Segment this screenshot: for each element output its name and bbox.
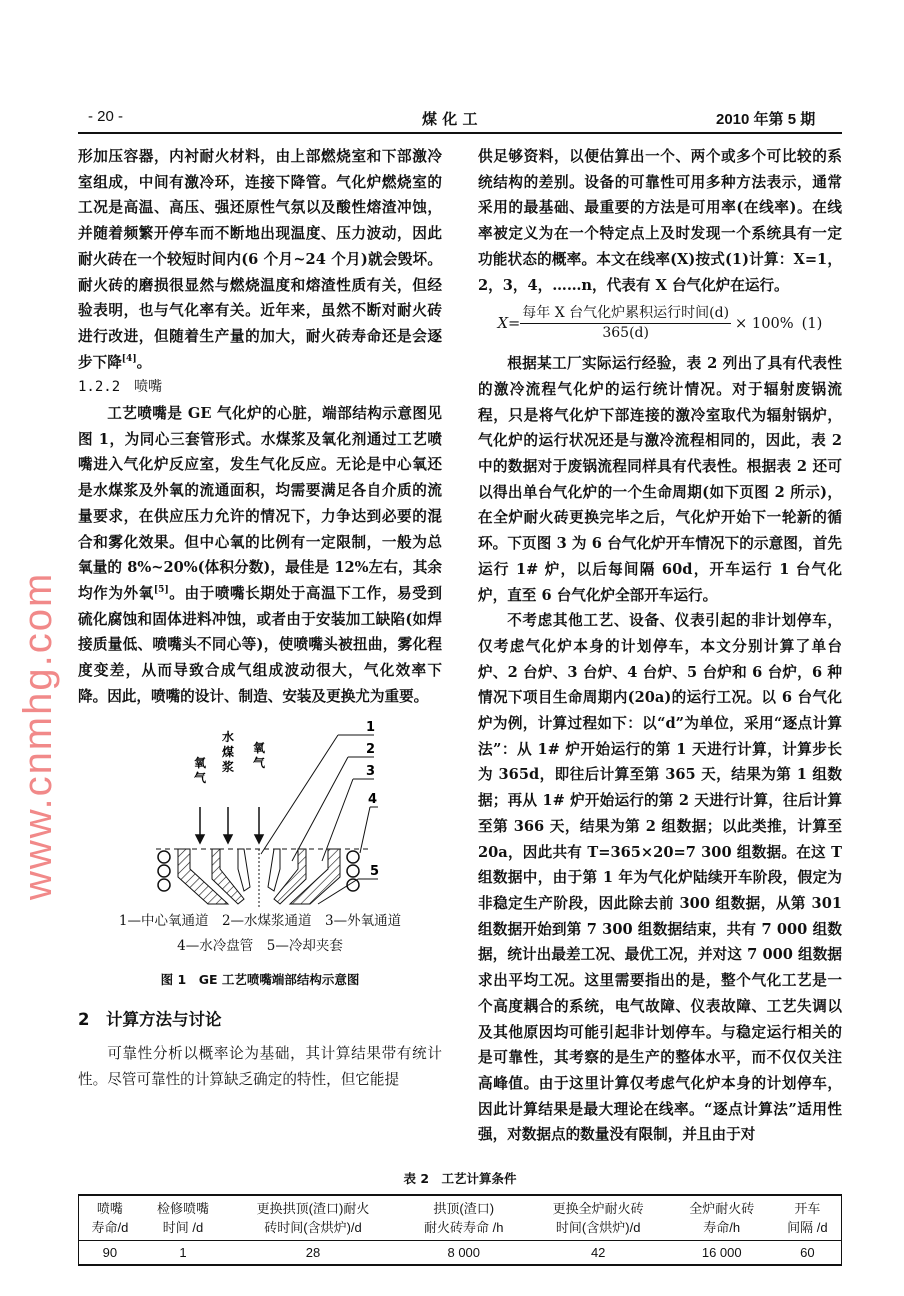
figure-legend: 1—中心氧通道 2—水煤浆通道 3—外氧通道 4—水冷盘管 5—冷却夹套 [118,913,402,955]
subsection-heading: 1.2.2 喷嘴 [78,379,163,396]
oxygen-label-right: 氧气 [253,741,266,771]
nozzle-diagram [78,719,442,909]
column-header: 检修喷嘴 时间 /d [141,1195,225,1241]
oxygen-label-left: 氧气 [194,756,207,786]
right-column [478,144,842,1148]
left-column [78,144,442,1092]
formula-numerator: 每年 X 台气化炉累积运行时间(d) [520,304,731,324]
paragraph: 不考虑其他工艺、设备、仪表引起的非计划停车，仅考虑气化炉本身的计划停车，本文分别计算了单台炉、2 台炉、3 台炉、4 台炉、5 台炉和 6 台炉，6 种情况下项目生命周期内(20a)的运行工况。以 6 台气化炉为例，计算过程如下：以“d”为单位，采用“逐点计算法”：从 1# 炉开始运行的第 1 天进行计算，计算步长为 365d，即往后计算至第 365 天，结果为第 1 组数据；再从 1# 炉开始运行的第 2 天进行计算，往后计算至第 366 天，结果为第 2 组数据；以此类推，计算至 20a，因此共有 T=365×20=7 300 组数据。在这 T 组数据中，由于第 1 年为气化炉陆续开车阶段，假定为非稳定生产阶段，因此除去前 300 组数据，从第 301 组数据开始到第 7 300 组数据结束，共有 7 000 组数据，统计出最差工况、最优工况，并对这 7 000 组数据求出平均工况。这里需要指出的是，整个气化工艺是一个高度耦合的系统，电气故障、仪表故障、工艺失调以及其他原因均可能引起非计划停车。与稳定运行相关的是可靠性，其考察的是生产的整体水平，而不仅仅关注高峰值。由于这里计算仅考虑气化炉本身的计划停车，因此计算结果是最大理论在线率。“逐点计算法”适用性强，对数据点的数量没有限制，并且由于对 [478,612,842,1144]
table-row: 90 1 28 8 000 42 16 000 60 [102,1245,815,1261]
table-caption: 表 2 工艺计算条件 [403,1171,517,1187]
callout-2: 2 [366,742,376,758]
section-heading: 2 计算方法与讨论 [78,1010,222,1030]
paragraph: 形加压容器，内衬耐火材料，由上部燃烧室和下部激冷室组成，中间有激冷环，连接下降管。气化炉燃烧室的工况是高温、高压、强还原性气氛以及酸性熔渣冲蚀，并随着频繁开停车而不断地出现温度、压力波动，因此耐火砖在一个较短时间内(6 个月~24 个月)就会毁坏。耐火砖的磨损很显然与燃烧温度和熔渣性质有关，但经验表明，也与气化率有关。近年来，虽然不断对耐火砖进行改进，但随着生产量的加大，耐火砖寿命还是会逐步下降[4]。 [78,148,442,371]
table-header-row [79,1195,842,1241]
issue-label: 2010 年第 5 期 [716,111,816,128]
column-header: 开车 间隔 /d [774,1195,842,1241]
paragraph: 根据某工厂实际运行经验，表 2 列出了具有代表性的激冷流程气化炉的运行统计情况。对于辐射废锅流程，只是将气化炉下部连接的激冷室取代为辐射锅炉，气化炉的运行状况还是与激冷流程相同的，因此，表 2 中的数据对于废锅流程同样具有代表性。根据表 2 还可以得出单台气化炉的一个生命周期(如下页图 2 所示)，在全炉耐火砖更换完毕之后，气化炉开始下一轮新的循环。下页图 3 为 6 台气化炉开车情况下的示意图，首先运行 1# 炉，以后每间隔 60d，开车运行 1 台气化炉，直至 6 台气化炉全部开车运行。 [478,355,842,604]
slurry-label: 水煤浆 [222,730,235,775]
column-header: 全炉耐火砖 寿命/h [670,1195,774,1241]
column-header: 更换全炉耐火砖 时间(含烘炉)/d [527,1195,670,1241]
paragraph: 工艺喷嘴是 GE 气化炉的心脏，端部结构示意图见图 1，为同心三套管形式。水煤浆及氧化剂通过工艺喷嘴进入气化炉反应室，发生气化反应。无论是中心氧还是水煤浆及外氧的流通面积，均需要满足各自介质的流量要求，在供应压力允许的情况下，力争达到必要的混合和雾化效果。但中心氧的比例有一定限制，一般为总氧量的 8%~20%(体积分数)，最佳是 12%左右，其余均作为外氧[5]。由于喷嘴长期处于高温下工作，易受到硫化腐蚀和固体进料冲蚀，或者由于安装加工缺陷(如焊接质量低、喷嘴头不同心等)，使喷嘴头被扭曲，雾化程度变差，从而导致合成气组成波动很大，气化效率下降。因此，喷嘴的设计、制造、安装及更换尤为重要。 [78,405,442,705]
process-conditions-table [78,1194,842,1266]
column-header: 喷嘴 寿命/d [79,1195,141,1241]
callout-4: 4 [368,792,378,808]
watermark: www.cnmhg.com [16,571,60,900]
header-rule [78,132,842,134]
nozzle-figure [78,719,442,909]
callout-1: 1 [366,720,376,736]
paragraph: 可靠性分析以概率论为基础，其计算结果带有统计性。尽管可靠性的计算缺乏确定的特性，但它能提 [78,1044,442,1088]
figure-caption: 图 1 GE 工艺喷嘴端部结构示意图 [160,972,360,988]
page-number: - 20 - [88,108,124,125]
equation-number: (1) [801,314,823,332]
column-header: 拱顶(渣口) 耐火砖寿命 /h [401,1195,527,1241]
callout-3: 3 [366,764,376,780]
callout-5: 5 [370,864,380,880]
journal-name: 煤 化 工 [422,110,478,128]
two-column-body [78,144,842,1148]
formula-1: X= $\frac{\text{每年 X 台气化炉累积运行时间(d)}}{365(d)}$ × 100% (1) [497,305,823,342]
formula-denominator: 365(d) [602,325,649,342]
paragraph: 供足够资料，以便估算出一个、两个或多个可比较的系统结构的差别。设备的可靠性可用多种方法表示，通常采用的最基础、最重要的方法是可用率(在线率)。在线率被定义为在一个特定点上及时发现一个系统具有一定功能状态的概率。本文在线率(X)按式(1)计算：X=1，2，3，4，……n，代表有 X 台气化炉在运行。 [478,148,842,294]
column-header: 更换拱顶(渣口)耐火 砖时间(含烘炉)/d [225,1195,401,1241]
